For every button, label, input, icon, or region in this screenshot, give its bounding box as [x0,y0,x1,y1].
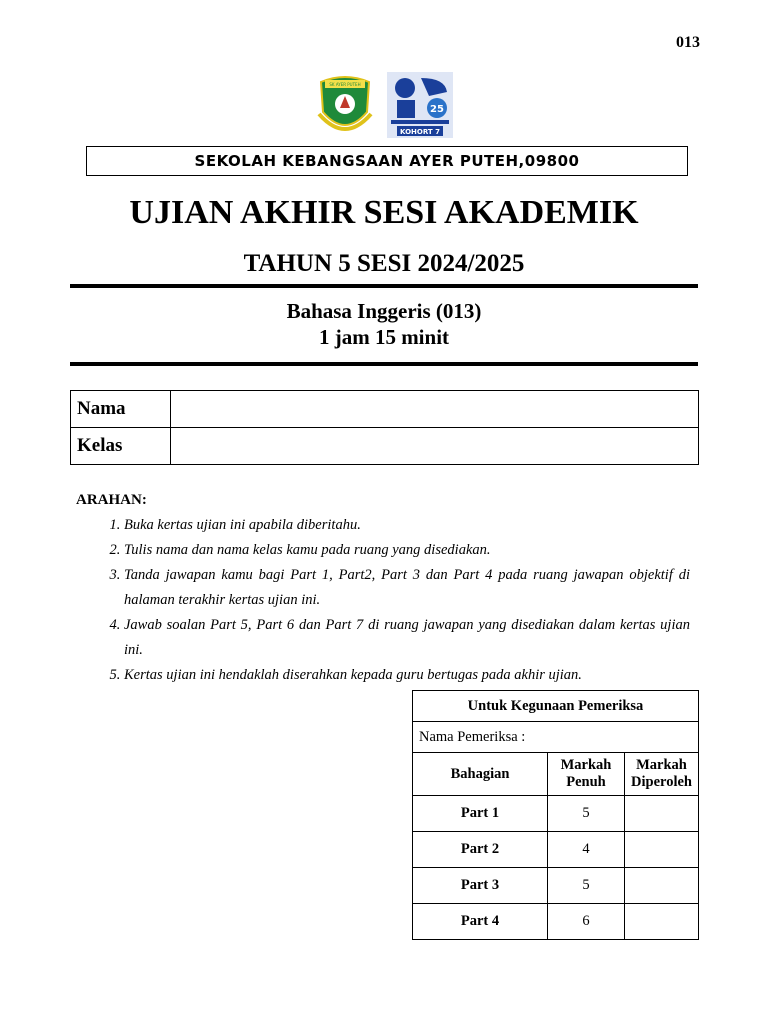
instruction-item: 3. Tanda jawapan kamu bagi Part 1, Part2, Part 3 dan Part 4 pada ruang jawapan objektif di halaman terakhir kertas ujian ini. [124,563,690,613]
instruction-item: 5. Kertas ujian ini hendaklah diserahkan kepada guru bertugas pada akhir ujian. [124,663,690,688]
part-label: Part 2 [413,832,548,868]
examiner-table-title: Untuk Kegunaan Pemeriksa [413,691,699,722]
obtained-mark-field[interactable] [625,832,699,868]
svg-text:KOHORT 7: KOHORT 7 [399,128,441,136]
class-label: Kelas [71,428,171,465]
full-mark: 6 [548,904,625,940]
paper-code: 013 [676,34,700,51]
divider-top [70,284,698,288]
name-label: Nama [71,391,171,428]
table-row [413,868,699,904]
student-info-row [71,391,699,428]
divider-bottom [70,362,698,366]
exam-title: UJIAN AKHIR SESI AKADEMIK [129,194,639,231]
student-info-table [70,390,699,465]
header-markah-diperoleh: Markah Diperoleh [625,753,699,796]
kohort-logo [387,72,453,138]
part-label: Part 1 [413,796,548,832]
instructions-list [76,513,690,688]
table-row [413,904,699,940]
svg-text:25: 25 [430,104,444,115]
school-name: SEKOLAH KEBANGSAAN AYER PUTEH,09800 [86,146,688,176]
exam-subtitle: TAHUN 5 SESI 2024/2025 [243,250,525,277]
name-field[interactable] [171,391,699,428]
part-label: Part 4 [413,904,548,940]
full-mark: 5 [548,796,625,832]
school-crest-logo [315,72,375,142]
instructions-title: ARAHAN: [76,492,147,508]
part-label: Part 3 [413,868,548,904]
class-field[interactable] [171,428,699,465]
table-row [413,796,699,832]
svg-text:SK AYER PUTEH: SK AYER PUTEH [329,82,361,87]
examiner-table [412,690,699,940]
instruction-item: 2. Tulis nama dan nama kelas kamu pada ruang yang disediakan. [124,538,690,563]
logo-row [0,72,768,142]
obtained-mark-field[interactable] [625,796,699,832]
exam-duration: 1 jam 15 minit [318,325,450,349]
header-bahagian: Bahagian [413,753,548,796]
subject-block [0,298,768,350]
examiner-name-field[interactable]: Nama Pemeriksa : [413,722,699,753]
obtained-mark-field[interactable] [625,904,699,940]
table-row [413,832,699,868]
full-mark: 5 [548,868,625,904]
instruction-item: 4. Jawab soalan Part 5, Part 6 dan Part 7 di ruang jawapan yang disediakan dalam kertas ujian ini. [124,613,690,663]
header-markah-penuh: Markah Penuh [548,753,625,796]
obtained-mark-field[interactable] [625,868,699,904]
full-mark: 4 [548,832,625,868]
student-info-row [71,428,699,465]
instruction-item: 1. Buka kertas ujian ini apabila diberitahu. [124,513,690,538]
instructions [76,492,690,688]
subject-name: Bahasa Inggeris (013) [286,299,482,323]
